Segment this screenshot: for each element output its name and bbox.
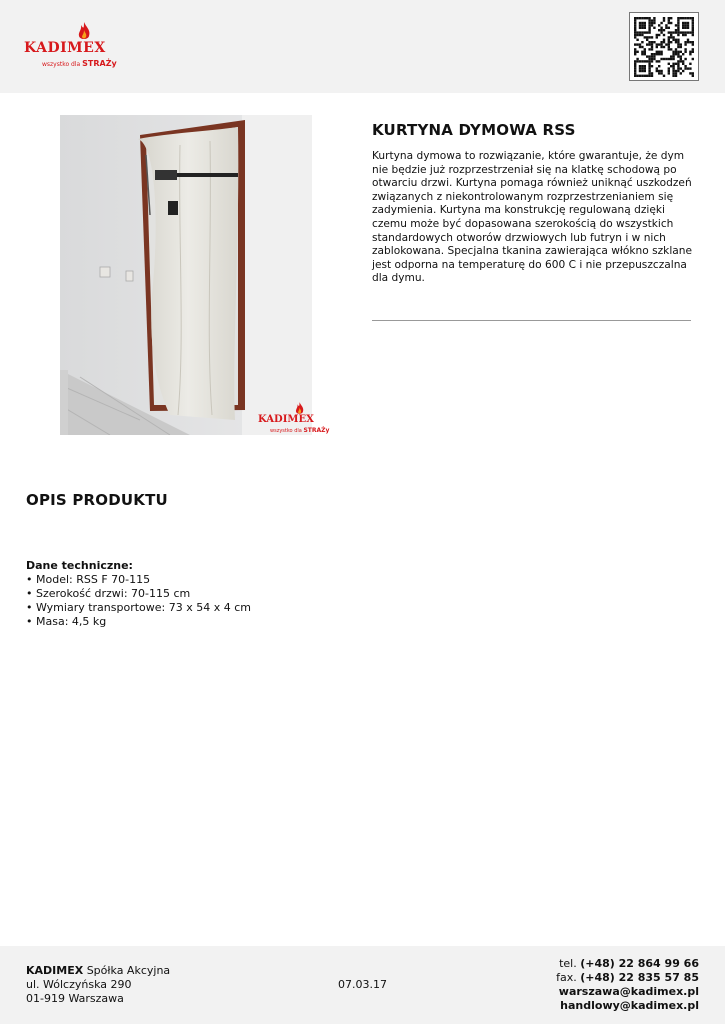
city-address: 01-919 Warszawa xyxy=(26,992,124,1005)
product-description: Kurtyna dymowa to rozwiązanie, które gwarantuje, że dym nie będzie już rozprzestrzeniał się na klatkę schodową po otwarciu drzwi. Kurtyna pomaga również uniknąć uszkodzeń związanych z niekontrolowanym rozprzestrzenianiem się zadymienia. Kurtyna ma konstrukcję regulowaną dzięki czemu może być dopasowana szerokością do wszystkich standardowych otworów drzwiowych lub futryn i w nich zablokowana. Specjalna tkanina zawierająca włókno szklane jest odporna na temperaturę do 600 C i nie przepuszczalna dla dymu. xyxy=(372,150,692,285)
page-header xyxy=(0,0,725,93)
divider xyxy=(372,320,691,321)
company-name: KADIMEX Spółka Akcyjna xyxy=(26,964,171,977)
logo-wordmark: KADIMEX xyxy=(24,40,106,56)
document-date: 07.03.17 xyxy=(338,978,387,991)
page-footer xyxy=(0,946,725,1024)
tech-spec-item: • Szerokość drzwi: 70-115 cm xyxy=(26,587,191,600)
logo-tagline: wszystko dla STRAŻy xyxy=(42,59,117,68)
photo-watermark-logo xyxy=(258,402,348,438)
fax-line: fax. (+48) 22 835 57 85 xyxy=(556,971,699,984)
flame-icon xyxy=(76,22,92,42)
tech-spec-item: • Model: RSS F 70-115 xyxy=(26,573,151,586)
tech-specs xyxy=(26,559,251,629)
contact-info xyxy=(556,957,699,1013)
kadimex-logo xyxy=(24,22,149,72)
watermark-tagline: wszystko dla STRAŻy xyxy=(270,427,330,434)
phone-line: tel. (+48) 22 864 99 66 xyxy=(559,957,699,970)
watermark-wordmark: KADIMEX xyxy=(258,414,314,425)
qr-code xyxy=(629,12,699,81)
email-warszawa[interactable]: warszawa@kadimex.pl xyxy=(558,985,699,998)
tech-spec-item: • Wymiary transportowe: 73 x 54 x 4 cm xyxy=(26,601,252,614)
section-title: OPIS PRODUKTU xyxy=(26,491,168,509)
email-handlowy[interactable]: handlowy@kadimex.pl xyxy=(560,999,699,1012)
product-photo xyxy=(60,115,312,435)
street-address: ul. Wólczyńska 290 xyxy=(26,978,132,991)
tech-specs-title: Dane techniczne: xyxy=(26,559,133,572)
company-address xyxy=(26,964,170,1006)
product-title: KURTYNA DYMOWA RSS xyxy=(372,121,576,139)
tech-spec-item: • Masa: 4,5 kg xyxy=(26,615,107,628)
